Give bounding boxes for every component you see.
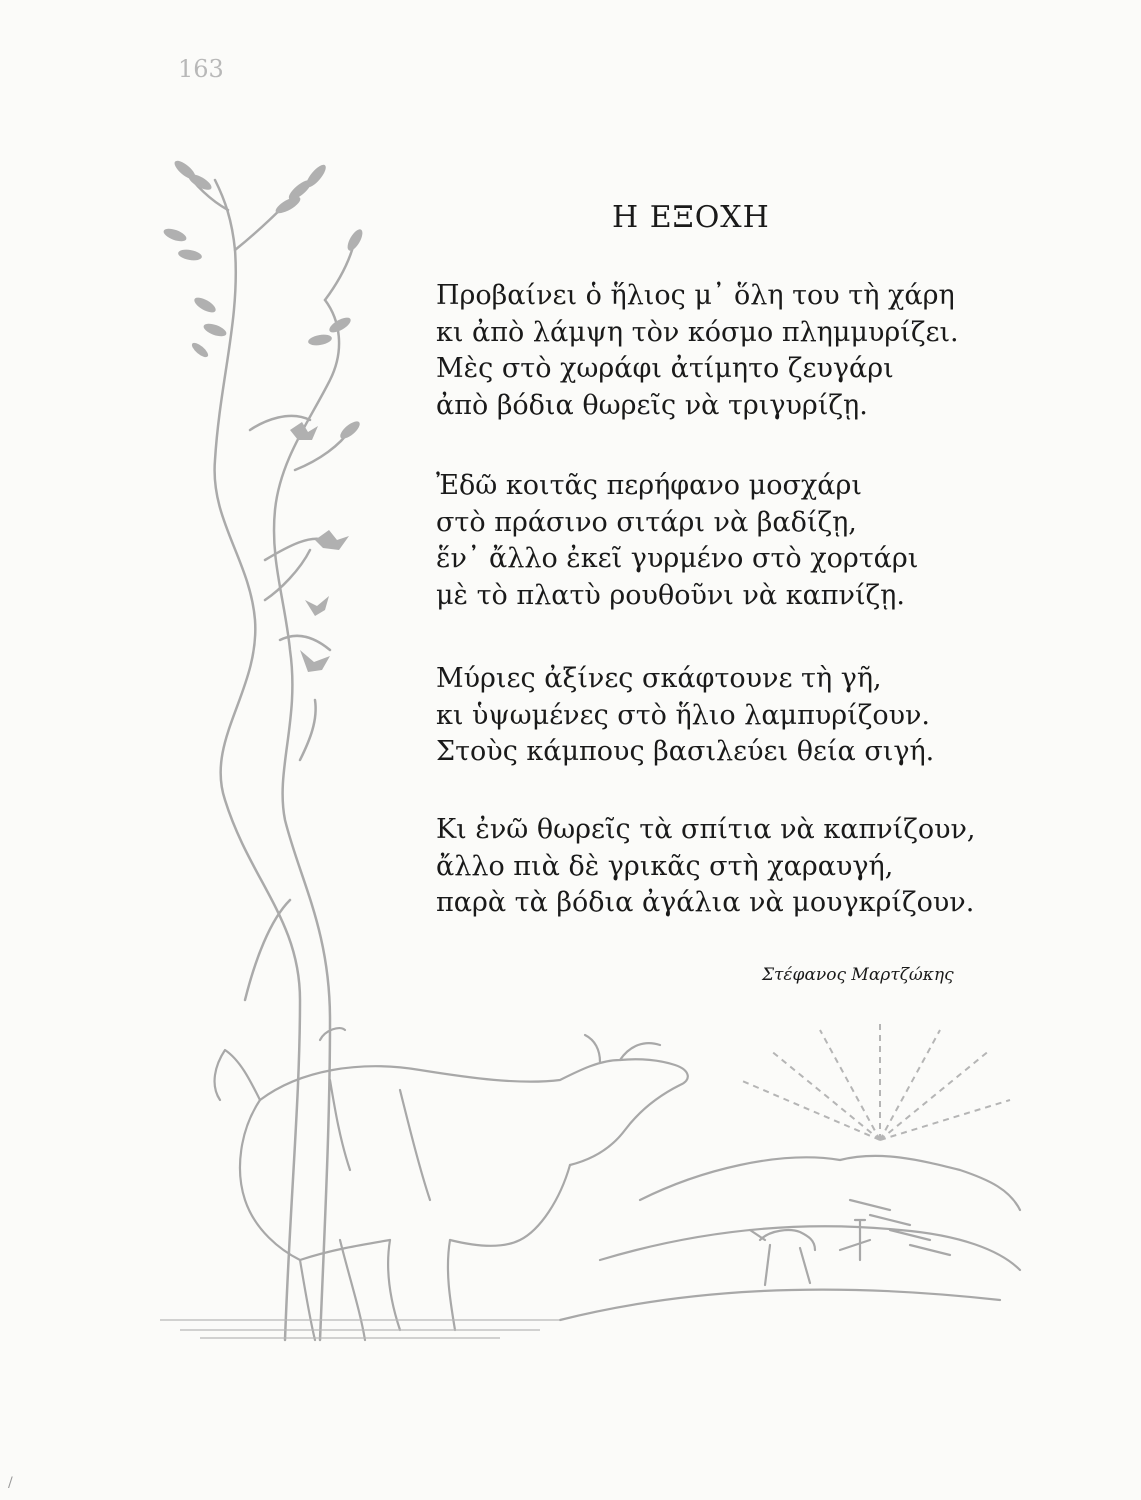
poem-line: Ἐδῶ κοιτᾶς περήφανο μοσχάρι	[436, 470, 862, 501]
poem-line: ἕν᾽ ἄλλο ἐκεῖ γυρμένο στὸ χορτάρι	[436, 543, 919, 574]
poem-line: στὸ πράσινο σιτάρι νὰ βαδίζῃ,	[436, 506, 857, 538]
poem-line: κι ἀπὸ λάμψη τὸν κόσμο πλημμυρίζει.	[436, 316, 959, 348]
poem-line: παρὰ τὰ βόδια ἀγάλια νὰ μουγκρίζουν.	[436, 887, 975, 918]
stanza-1	[436, 278, 959, 424]
poem-line: Μὲς στὸ χωράφι ἀτίμητο ζευγάρι	[436, 353, 894, 384]
stanza-4	[436, 812, 976, 922]
poem-line: κι ὑψωμένες στὸ ἥλιο λαμπυρίζουν.	[436, 699, 931, 731]
poem-line: Μύριες ἀξίνες σκάφτουνε τὴ γῆ,	[436, 663, 882, 694]
footer-mark: /	[8, 1475, 13, 1491]
poem-line: μὲ τὸ πλατὺ ρουθοῦνι νὰ καπνίζῃ.	[436, 579, 905, 611]
page-number: 163	[178, 55, 224, 83]
poem-line: ἄλλο πιὰ δὲ γρικᾶς στὴ χαραυγή,	[436, 850, 894, 882]
author-signature: Στέφανος Μαρτζώκης	[762, 965, 954, 985]
poem-title: Η ΕΞΟΧΗ	[612, 200, 770, 235]
poem-line: Προβαίνει ὁ ἥλιος μ᾽ ὅλη του τὴ χάρη	[436, 280, 955, 311]
poem-line: ἀπὸ βόδια θωρεῖς νὰ τριγυρίζῃ.	[436, 389, 868, 421]
stanza-3	[436, 661, 934, 771]
poem-line: Κι ἐνῶ θωρεῖς τὰ σπίτια νὰ καπνίζουν,	[436, 814, 976, 845]
stanza-2	[436, 468, 918, 614]
poem-line: Στοὺς κάμπους βασιλεύει θεία σιγή.	[436, 736, 935, 767]
